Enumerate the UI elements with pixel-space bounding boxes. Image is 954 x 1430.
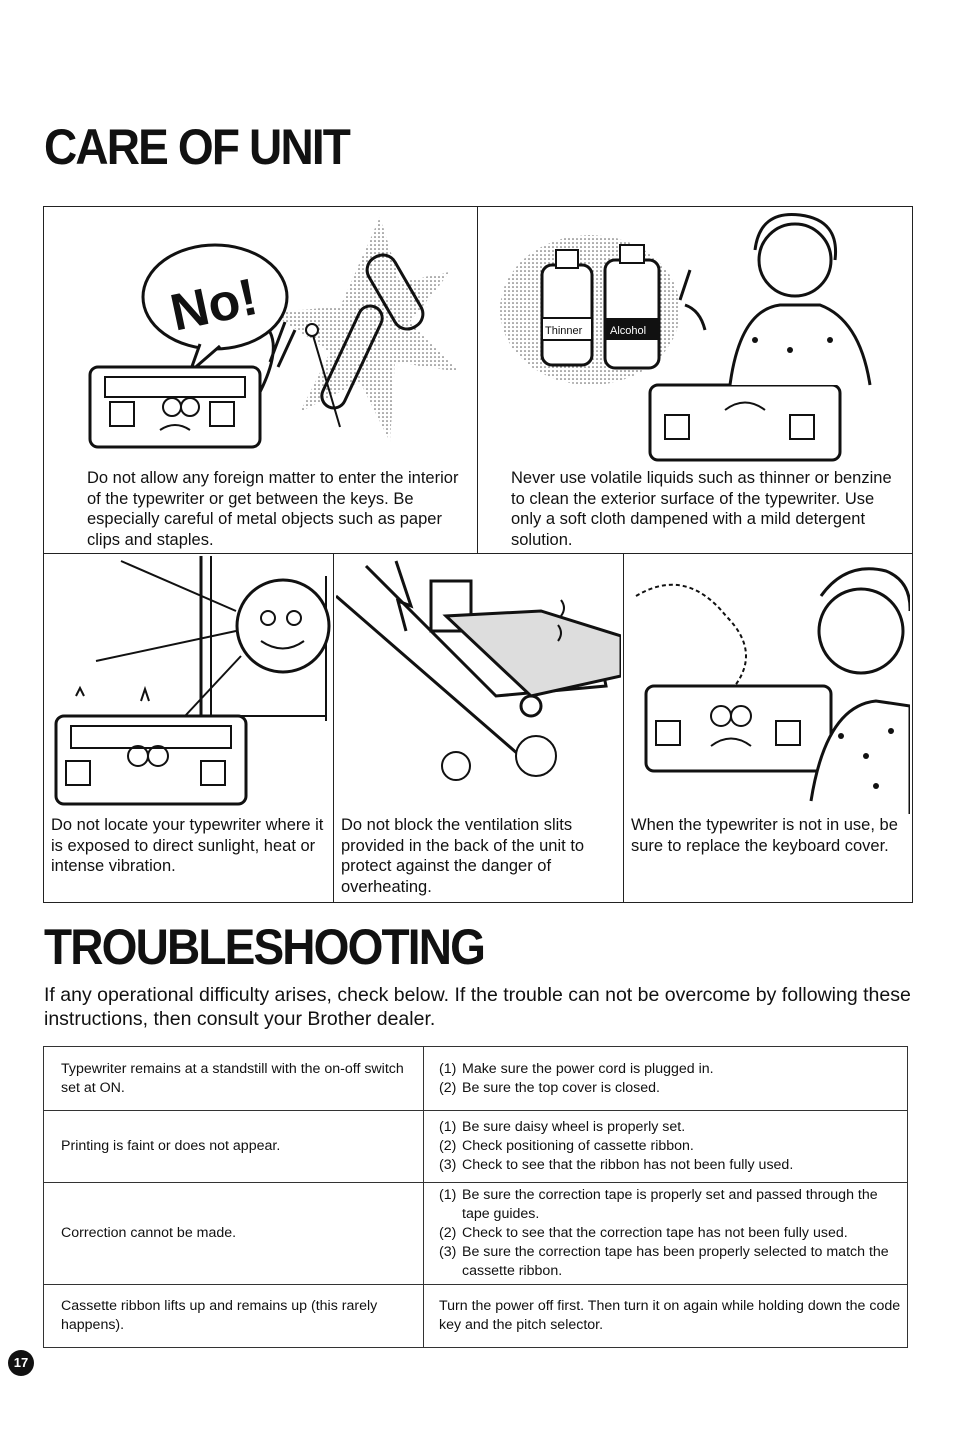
volatile-liquids-illustration: [500, 210, 905, 465]
problem-cell: Typewriter remains at a standstill with the on-off switch set at ON.: [44, 1047, 424, 1111]
care-caption-foreign-matter: Do not allow any foreign matter to enter the interior of the typewriter or get between the keys. Be especially careful of metal objects such as paper clips and staples.: [87, 469, 459, 549]
step-text: Be sure the top cover is closed.: [462, 1079, 660, 1096]
thinner-label: Thinner: [545, 325, 583, 337]
step-text: Be sure the correction tape has been properly selected to match the cassette ribbon.: [462, 1244, 889, 1279]
solution-step: [439, 1186, 903, 1224]
solution-step: [439, 1156, 903, 1175]
step-text: Be sure the correction tape is properly set and passed through the tape guides.: [462, 1187, 878, 1222]
solution-step: [439, 1137, 903, 1156]
troubleshooting-heading: TROUBLESHOOTING: [44, 919, 485, 975]
problem-cell: Correction cannot be made.: [44, 1183, 424, 1285]
step-text: Make sure the power cord is plugged in.: [462, 1060, 714, 1077]
solution-step: [439, 1243, 903, 1281]
problem-cell: Printing is faint or does not appear.: [44, 1111, 424, 1183]
solution-step: [439, 1118, 903, 1137]
step-number: (1): [439, 1187, 457, 1203]
ventilation-illustration: [336, 556, 621, 814]
table-row: [44, 1047, 908, 1111]
step-text: Be sure daisy wheel is properly set.: [462, 1119, 686, 1135]
no-bubble-text: No!: [165, 267, 263, 343]
step-number: (1): [439, 1119, 457, 1135]
step-number: (3): [439, 1157, 457, 1173]
alcohol-label: Alcohol: [610, 325, 647, 337]
solution-cell: [424, 1047, 908, 1111]
step-text: Check to see that the ribbon has not been fully used.: [462, 1157, 794, 1173]
care-caption-location: Do not locate your typewriter where it is exposed to direct sunlight, heat or intense vibration.: [51, 816, 324, 875]
solution-cell: [424, 1183, 908, 1285]
step-number: (1): [439, 1060, 457, 1077]
step-text: Check positioning of cassette ribbon.: [462, 1138, 694, 1154]
solution-step: [439, 1079, 903, 1098]
solution-cell: Turn the power off first. Then turn it on again while holding down the code key and the pitch selector.: [424, 1285, 908, 1348]
troubleshooting-table: [43, 1046, 908, 1348]
solution-step: [439, 1224, 903, 1243]
table-row: [44, 1183, 908, 1285]
keyboard-cover-illustration: [626, 556, 910, 814]
table-row: [44, 1111, 908, 1183]
solution-step: [439, 1060, 903, 1079]
step-number: (2): [439, 1079, 457, 1096]
step-number: (2): [439, 1225, 457, 1241]
step-number: (3): [439, 1244, 457, 1260]
table-row: [44, 1285, 908, 1348]
troubleshooting-intro: If any operational difficulty arises, check below. If the trouble can not be overcome by following these instructions, then consult your Brother dealer.: [44, 984, 911, 1030]
care-caption-keyboard-cover: When the typewriter is not in use, be sure to replace the keyboard cover.: [631, 816, 898, 855]
step-text: Check to see that the correction tape has not been fully used.: [462, 1225, 848, 1241]
problem-cell: Cassette ribbon lifts up and remains up (this rarely happens).: [44, 1285, 424, 1348]
page-number-badge: 17: [8, 1350, 34, 1376]
sunlight-illustration: [46, 556, 331, 814]
care-of-unit-heading: CARE OF UNIT: [44, 119, 350, 175]
foreign-matter-illustration: [50, 212, 470, 462]
care-caption-volatile-liquids: Never use volatile liquids such as thinner or benzine to clean the exterior surface of the typewriter. Use only a soft cloth dampened with a mild detergent solution.: [511, 469, 892, 549]
solution-cell: [424, 1111, 908, 1183]
step-number: (2): [439, 1138, 457, 1154]
care-caption-ventilation: Do not block the ventilation slits provided in the back of the unit to protect against the danger of overheating.: [341, 816, 585, 896]
